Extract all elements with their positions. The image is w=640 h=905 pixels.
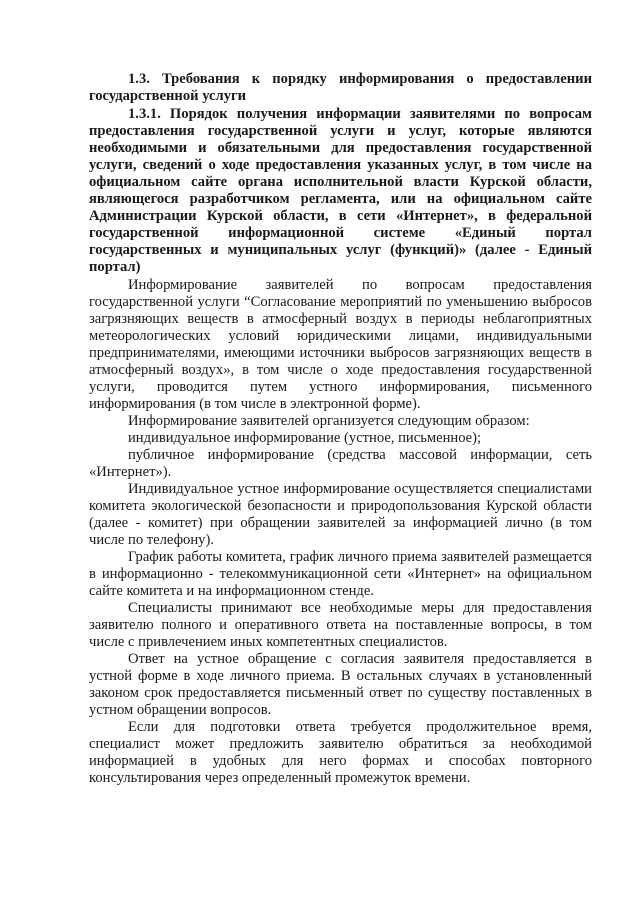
paragraph-work-schedule: График работы комитета, график личного приема заявителей размещается в информационно - телекоммуникационной сети «Интернет» на официальном сайте комитета и на информационном стенде.: [89, 549, 592, 599]
paragraph-informing-organization: Информирование заявителей организуется следующим образом:: [128, 413, 530, 429]
paragraph-public-informing: публичное информирование (средства массовой информации, сеть «Интернет»).: [89, 447, 592, 480]
paragraph-individual-informing: индивидуальное информирование (устное, письменное);: [128, 430, 482, 446]
paragraph-specialists-measures: Специалисты принимают все необходимые меры для предоставления заявителю полного и оперативного ответа на поставленные вопросы, в том числе с привлечением иных компетентных специалистов.: [89, 600, 592, 650]
paragraph-oral-response: Ответ на устное обращение с согласия заявителя предоставляется в устной форме в ходе личного приема. В остальных случаях в установленный законом срок предоставляется письменный ответ по существу поставленных в устном обращении вопросов.: [89, 651, 592, 718]
document-page: [89, 71, 592, 787]
paragraph-informing-scope: Информирование заявителей по вопросам предоставления государственной услуги “Согласование мероприятий по уменьшению выбросов загрязняющих веществ в атмосферный воздух в периоды неблагоприятных метеорологических условий юридическими лицами, индивидуальными предпринимателями, имеющими источники выбросов загрязняющих веществ в атмосферный воздух», в том числе о ходе предоставления государственной услуги, проводится путем устного информирования, письменного информирования (в том числе в электронной форме).: [89, 277, 592, 412]
paragraph-oral-informing: Индивидуальное устное информирование осуществляется специалистами комитета экологической безопасности и природопользования Курской области (далее - комитет) при обращении заявителей за информацией лично (в том числе по телефону).: [89, 481, 592, 548]
section-heading-1-3: 1.3. Требования к порядку информирования о предоставлении государственной услуги: [89, 71, 592, 104]
paragraph-repeat-consultation: Если для подготовки ответа требуется продолжительное время, специалист может предложить заявителю обратиться за необходимой информацией в удобных для него формах и способах повторного консультирования через определенный промежуток времени.: [89, 719, 592, 786]
subsection-heading-1-3-1: 1.3.1. Порядок получения информации заявителями по вопросам предоставления государственной услуги и услуг, которые являются необходимыми и обязательными для предоставления государственной услуги, сведений о ходе предоставления указанных услуг, в том числе на официальном сайте органа исполнительной власти Курской области, являющегося разработчиком регламента, или на официальном сайте Администрации Курской области, в сети «Интернет», в федеральной государственной информационной системе «Единый портал государственных и муниципальных услуг (функций)» (далее - Единый портал): [89, 106, 592, 275]
